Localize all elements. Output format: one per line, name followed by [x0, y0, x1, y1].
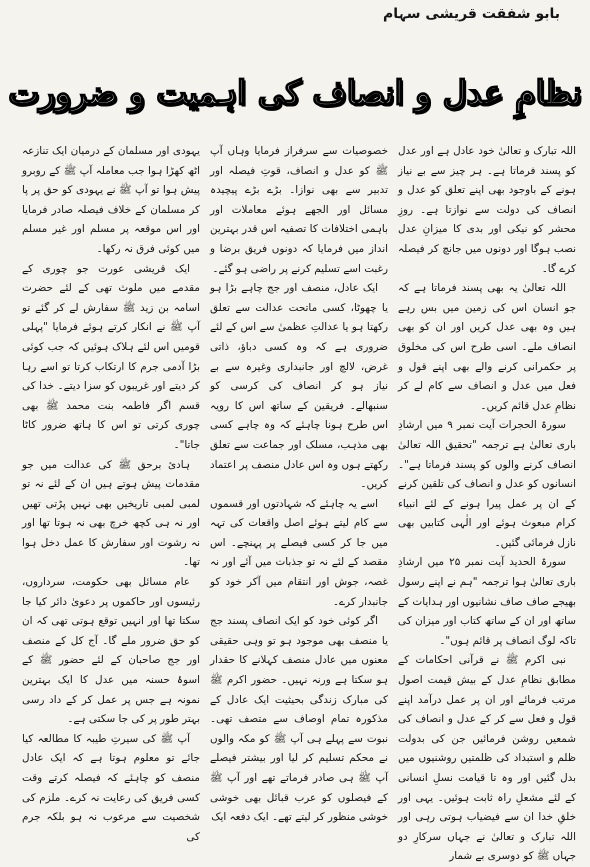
paragraph: یہودی اور مسلمان کے درمیان ایک تنازعہ اٹھ کھڑا ہوا جب معاملہ آپ ﷺ کے روبرو پیش ہوا تو آپ ﷺ نے یہودی کو حق پر پا کر مسلمان کے خلاف فیصلہ صادر فرمایا اور اس موقعہ پر مسلم اور غیر مسلم میں کوئی فرق نہ رکھا۔ — [22, 145, 200, 255]
paragraph: عام مسائل بھی حکومت، سرداروں، رئیسوں اور حاکموں پر دعویٰ دائر کیا جا سکتا تھا اور انہیں توقع ہوتی تھی کہ ان کو حق ضرور ملے گا۔ آج کل کے منصف اور جج صاحبان کے لئے حضور ﷺ کے اسوۂ حسنہ میں عدل کا ایک بہترین نمونہ ہے جس پر عمل کر کے داد رسی بہتر طور پر کی جا سکتی ہے۔ — [22, 576, 200, 726]
paragraph: ایک قریشی عورت جو چوری کے مقدمے میں ملوث تھی کے لئے حضرت اسامہ بن زید ﷺ سفارش لے کر گئے تو آپ ﷺ نے انکار کرتے ہوئے فرمایا "پہلی قومیں اس لئے ہلاک ہوئیں کہ جب کوئی بڑا آدمی جرم کا ارتکاب کرتا تو اسے رہا کر دیتے اور غریبوں کو سزا دیتے۔ خدا کی قسم اگر فاطمہ بنت محمد ﷺ بھی چوری کرتی تو اس کا ہاتھ ضرور کاٹا جاتا"۔ — [22, 262, 200, 451]
article-headline: نظامِ عدل و انصاف کی اہمیت و ضرورت — [8, 72, 582, 112]
paragraph: اسے یہ چاہئے کہ شہادتوں اور قسموں سے کام لیتے ہوئے اصل واقعات کی تہہ میں جا کر کسی فیصلے پر پہنچے۔ اس مقصد کے لئے نہ تو جذبات میں آئے اور نہ غصہ، جوش اور انتقام میں آکر خود کو جانبدار کرے۔ — [210, 497, 388, 608]
headline-banner — [8, 48, 582, 136]
article-body — [22, 142, 576, 863]
paragraph: نبی اکرم ﷺ نے قرآنی احکامات کے مطابق نظامِ عدل کے بیش قیمت اصول مرتب فرمائے اور ان پر عمل درآمد اپنے قول و فعل سے کر کے عدل و انصاف کی شمعیں روشن فرمائیں جن کی بدولت ظلم و استبداد کی ظلمتیں روشنیوں میں بدل گئیں اور وہ تا قیامت نسلِ انسانی کے لئے مشعلِ راہ ثابت ہوئیں۔ یہی اور خلقِ خدا ان سے فیضیاب ہوتی رہی اور اللہ تبارک و تعالیٰ نے جہاں سرکارِ دو جہاں ﷺ کو دوسری بے شمار — [398, 654, 576, 863]
column-right — [398, 142, 576, 863]
column-left — [22, 142, 200, 843]
paragraph: آپ ﷺ کی سیرتِ طیبہ کا مطالعہ کیا جائے تو معلوم ہوتا ہے کہ ایک عادل منصف کو چاہئے کہ فیصلہ کرتے وقت کسی فریق کی رعایت نہ کرے۔ ملزم کی شخصیت سے مرعوب نہ ہو بلکہ جرم کی — [22, 732, 200, 843]
paragraph: اللہ تعالیٰ یہ بھی پسند فرماتا ہے کہ جو انسان اس کی زمین میں بس رہے ہیں وہ بھی عدل کریں اور ان کو بھی انصاف ملے۔ اسی طرح اس کی مخلوق پر حکمرانی کرنے والے بھی اپنے قول و فعل میں عدل و انصاف سے کام لے کر نظامِ عدل قائم کریں۔ — [398, 282, 576, 412]
paragraph: اگر کوئی خود کو ایک انصاف پسند جج یا منصف بھی موجود ہو تو وہی حقیقی معنوں میں عادل منصف کہلانے کا حقدار ہو سکتا ہے ورنہ نہیں۔ حضور اکرم ﷺ کی مبارک زندگی بحیثیت ایک عادل کے مذکورہ تمام اوصاف سے متصف تھی۔ نبوت سے پہلے ہی آپ ﷺ کو مکہ والوں نے محکم تسلیم کر لیا اور بیشتر فیصلے آپ ﷺ ہی صادر فرماتے تھے اور آپ ﷺ کے فیصلوں کو عرب قبائل بھی خوشی خوشی منظور کر لیتے تھے۔ ایک دفعہ ایک — [210, 615, 388, 824]
column-middle — [210, 142, 388, 824]
paragraph: اللہ تبارک و تعالیٰ خود عادل ہے اور عدل کو پسند فرماتا ہے۔ ہر چیز سے بے نیاز ہونے کے باوجود بھی اپنے تعلق کو عدل و انصاف کی دولت سے نوازتا ہے۔ روزِ محشر کو نیکی اور بدی کا میزانِ عدل نصب ہوگا اور دونوں میں جانچ کر فیصلہ کرے گا۔ — [398, 145, 576, 275]
paragraph: خصوصیات سے سرفراز فرمایا وہاں آپ ﷺ کو عدل و انصاف، قوتِ فیصلہ اور تدبیر سے بھی نوازا۔ بڑے بڑے پیچیدہ مسائل اور الجھے ہوئے معاملات اور باہمی اختلافات کا تصفیہ اس قدر بہترین انداز میں فرمایا کہ دونوں فریق برضا و رغبت اسے تسلیم کرنے پر راضی ہو گئے۔ — [210, 145, 388, 275]
paragraph: ہادیٔ برحق ﷺ کی عدالت میں جو مقدمات پیش ہوتے ہیں ان کے لئے نہ تو لمبی لمبی تاریخیں بھی نہیں پڑتی تھیں اور نہ ہی کچھ خرچ بھی نہ ہوتا تھا اور نہ رشوت اور سفارش کا عمل دخل ہوا تھا۔ — [22, 458, 200, 569]
paragraph: سورۃ الحدید آیت نمبر ۲۵ میں ارشادِ باری تعالیٰ ہوا ترجمہ "ہم نے اپنے رسول بھیجے صاف صاف نشانیوں اور ہدایات کے ساتھ اور ان کے ساتھ کتاب اور میزان کی تاکہ لوگ انصاف پر قائم ہوں"۔ — [398, 556, 576, 647]
paragraph: ایک عادل، منصف اور جج چاہے بڑا ہو یا چھوٹا، کسی ماتحت عدالت سے تعلق رکھتا ہو یا عدالتِ عظمیٰ سے اس کے لئے ضروری ہے کہ وہ کسی دباؤ، ذاتی غرض، لالچ اور جانبداری وغیرہ سے بے نیاز ہو کر انصاف کی کرسی کو سنبھالے۔ فریقین کے ساتھ اس کا رویہ اس طرح ہونا چاہئے کہ وہ چاہے کسی بھی مذہب، مسلک اور جماعت سے تعلق رکھتے ہوں وہ اس عادل منصف پر اعتماد کریں۔ — [210, 282, 388, 491]
author-byline: بابو شفقت قریشی سہام — [383, 6, 560, 22]
paragraph: سورۃ الحجرات آیت نمبر ۹ میں ارشادِ باری تعالیٰ ہے ترجمہ "تحقیق اللہ تعالیٰ انصاف کرنے والوں کو پسند فرماتا ہے"۔ انسانوں کو عدل و انصاف کی تلقین کرنے کے ان پر عمل پیرا ہونے کے لئے انبیاء کرام مبعوث ہوئے اور الٰہی کتابیں بھی نازل فرمائی گئیں۔ — [398, 419, 576, 549]
